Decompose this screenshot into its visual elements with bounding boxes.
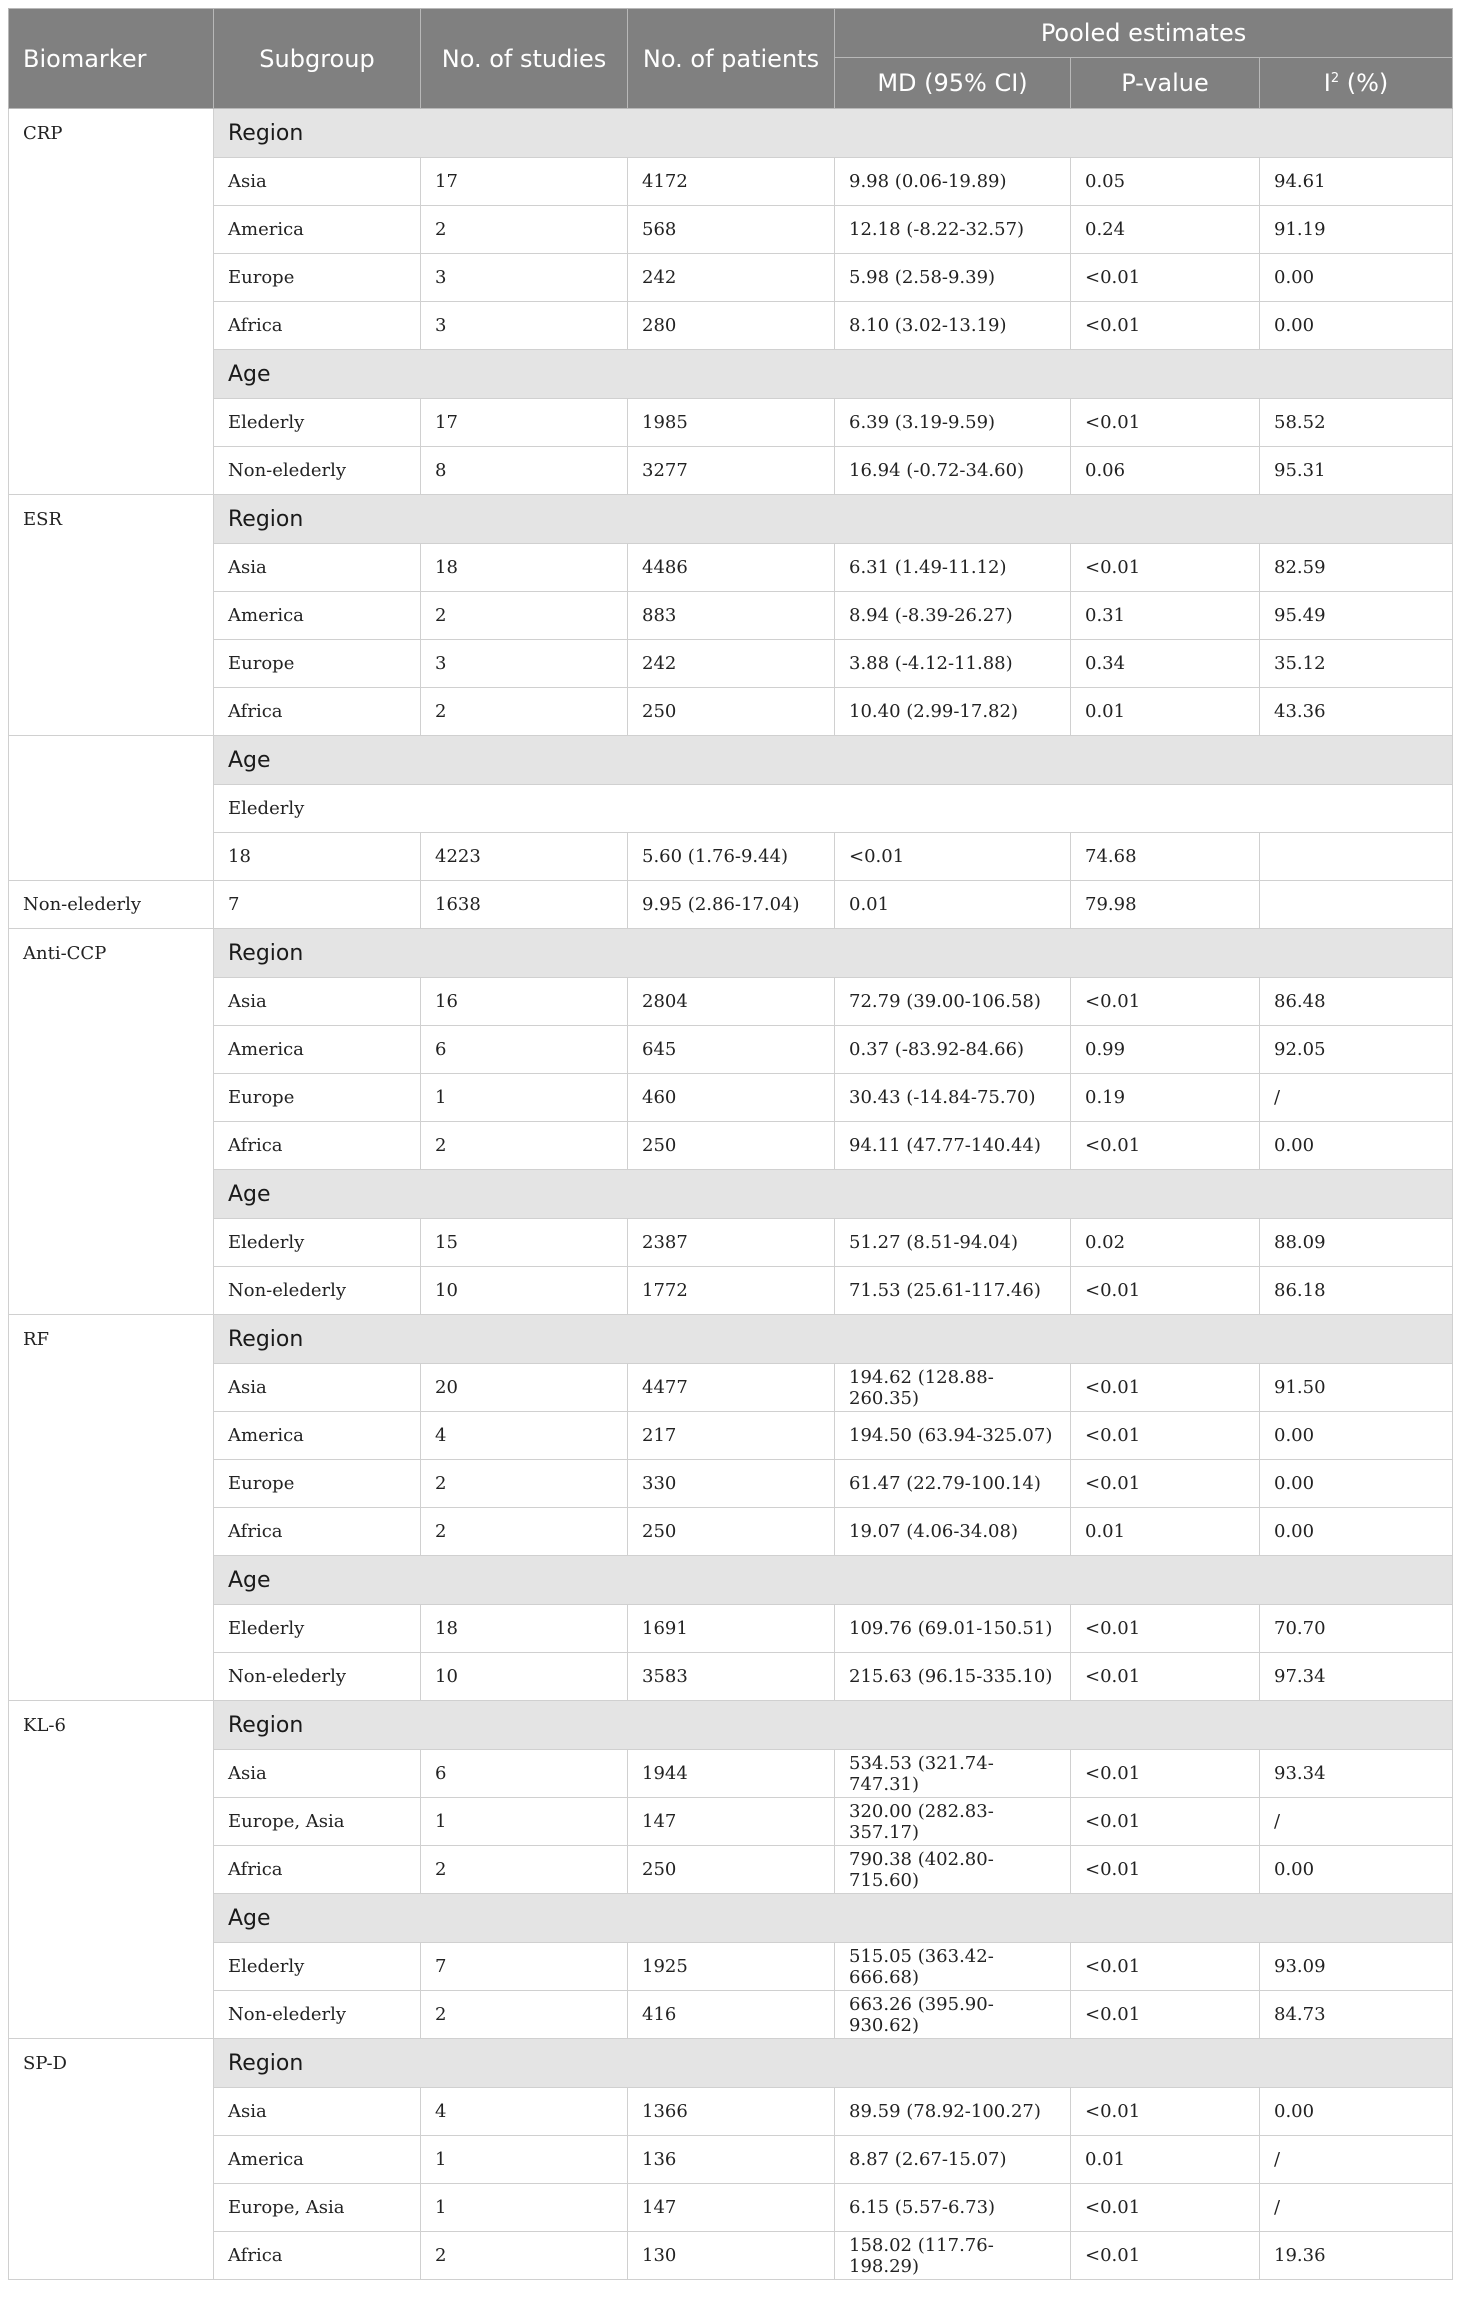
- cell: 72.79 (39.00-106.58): [835, 978, 1071, 1026]
- cell: 35.12: [1260, 640, 1453, 688]
- section-heading: Region: [214, 1701, 1453, 1750]
- cell: 86.48: [1260, 978, 1453, 1026]
- table-row: [9, 785, 1453, 833]
- subgroup-cell: Elederly: [214, 1219, 421, 1267]
- cell: 18: [421, 544, 628, 592]
- subgroup-cell: Europe: [214, 1074, 421, 1122]
- cell: 130: [628, 2232, 835, 2280]
- table-row: [9, 1556, 1453, 1605]
- section-heading: Region: [214, 1315, 1453, 1364]
- table-row: [9, 833, 1453, 881]
- section-heading: Region: [214, 2039, 1453, 2088]
- cell: 86.18: [1260, 1267, 1453, 1315]
- cell: <0.01: [1071, 1798, 1260, 1846]
- cell: 3583: [628, 1653, 835, 1701]
- cell: 0.00: [1260, 2088, 1453, 2136]
- cell: /: [1260, 1074, 1453, 1122]
- cell: 4477: [628, 1364, 835, 1412]
- cell: 3: [421, 302, 628, 350]
- cell: 6.15 (5.57-6.73): [835, 2184, 1071, 2232]
- cell: 95.31: [1260, 447, 1453, 495]
- cell: 0.02: [1071, 1219, 1260, 1267]
- cell: 280: [628, 302, 835, 350]
- subgroup-cell: Asia: [214, 1750, 421, 1798]
- cell: 16: [421, 978, 628, 1026]
- biomarker-cell: Anti-CCP: [9, 929, 214, 1315]
- table-row: [9, 544, 1453, 592]
- cell: 3.88 (-4.12-11.88): [835, 640, 1071, 688]
- subgroup-cell: America: [214, 1026, 421, 1074]
- cell: 242: [628, 640, 835, 688]
- cell: /: [1260, 2184, 1453, 2232]
- table-row: [9, 1074, 1453, 1122]
- subgroup-cell: Europe: [214, 640, 421, 688]
- table-row: [9, 1364, 1453, 1412]
- cell: 0.31: [1071, 592, 1260, 640]
- header-md: MD (95% CI): [835, 58, 1071, 109]
- cell: 2: [421, 206, 628, 254]
- table-row: [9, 2039, 1453, 2088]
- cell: 16.94 (-0.72-34.60): [835, 447, 1071, 495]
- cell: <0.01: [1071, 1460, 1260, 1508]
- table-body-b: [9, 929, 1453, 2280]
- table-row: [9, 1219, 1453, 1267]
- cell: 91.50: [1260, 1364, 1453, 1412]
- cell: 0.24: [1071, 206, 1260, 254]
- table-row: [9, 1653, 1453, 1701]
- cell: 88.09: [1260, 1219, 1453, 1267]
- header-patients: No. of patients: [628, 9, 835, 109]
- cell: 0.34: [1071, 640, 1260, 688]
- cell: 4: [421, 2088, 628, 2136]
- cell: 3: [421, 640, 628, 688]
- cell: <0.01: [1071, 1122, 1260, 1170]
- cell: 1772: [628, 1267, 835, 1315]
- subgroup-cell: Asia: [214, 2088, 421, 2136]
- cell: 94.61: [1260, 158, 1453, 206]
- cell: <0.01: [1071, 1412, 1260, 1460]
- table-row: [9, 1701, 1453, 1750]
- cell: 0.06: [1071, 447, 1260, 495]
- cell: <0.01: [1071, 1943, 1260, 1991]
- header-biomarker: Biomarker: [9, 9, 214, 109]
- cell: 12.18 (-8.22-32.57): [835, 206, 1071, 254]
- cell: /: [1260, 1798, 1453, 1846]
- cell: <0.01: [1071, 544, 1260, 592]
- subgroup-cell: Asia: [214, 544, 421, 592]
- cell: 95.49: [1260, 592, 1453, 640]
- cell: 43.36: [1260, 688, 1453, 736]
- cell: <0.01: [1071, 1991, 1260, 2039]
- subgroup-cell: Europe: [214, 1460, 421, 1508]
- cell: 79.98: [1071, 881, 1260, 929]
- cell: 7: [214, 881, 421, 929]
- table-row: [9, 109, 1453, 158]
- cell: 8.94 (-8.39-26.27): [835, 592, 1071, 640]
- cell: 97.34: [1260, 1653, 1453, 1701]
- cell: 663.26 (395.90-930.62): [835, 1991, 1071, 2039]
- cell: 17: [421, 158, 628, 206]
- cell: 4: [421, 1412, 628, 1460]
- cell: 0.99: [1071, 1026, 1260, 1074]
- table-row: [9, 929, 1453, 978]
- subgroup-cell: Africa: [214, 1508, 421, 1556]
- table-row: [9, 1315, 1453, 1364]
- cell: <0.01: [1071, 302, 1260, 350]
- section-heading: Age: [214, 1170, 1453, 1219]
- cell: <0.01: [1071, 2088, 1260, 2136]
- table-row: [9, 688, 1453, 736]
- cell: 3277: [628, 447, 835, 495]
- subgroup-cell: Asia: [214, 158, 421, 206]
- section-heading: Region: [214, 109, 1453, 158]
- cell: 18: [421, 1605, 628, 1653]
- cell: 8.87 (2.67-15.07): [835, 2136, 1071, 2184]
- cell: 30.43 (-14.84-75.70): [835, 1074, 1071, 1122]
- cell: [1260, 881, 1453, 929]
- subgroup-cell: Africa: [214, 1122, 421, 1170]
- cell: 1: [421, 2184, 628, 2232]
- header-pvalue: P-value: [1071, 58, 1260, 109]
- table-row: [9, 350, 1453, 399]
- cell: 19.07 (4.06-34.08): [835, 1508, 1071, 1556]
- cell: 93.34: [1260, 1750, 1453, 1798]
- cell: 0.00: [1260, 1122, 1453, 1170]
- cell: 147: [628, 1798, 835, 1846]
- table-row: [9, 302, 1453, 350]
- cell: 215.63 (96.15-335.10): [835, 1653, 1071, 1701]
- cell: 4172: [628, 158, 835, 206]
- cell: 61.47 (22.79-100.14): [835, 1460, 1071, 1508]
- cell: 1: [421, 2136, 628, 2184]
- table-row: [9, 2136, 1453, 2184]
- cell: 19.36: [1260, 2232, 1453, 2280]
- subgroup-cell: Non-elederly: [214, 1267, 421, 1315]
- cell: 416: [628, 1991, 835, 2039]
- subgroup-cell: Elederly: [214, 785, 1453, 833]
- cell: 645: [628, 1026, 835, 1074]
- cell: 10: [421, 1267, 628, 1315]
- subgroup-cell: Non-elederly: [214, 1653, 421, 1701]
- cell: 0.37 (-83.92-84.66): [835, 1026, 1071, 1074]
- subgroup-cell: Africa: [214, 688, 421, 736]
- cell: 0.01: [1071, 2136, 1260, 2184]
- cell: 2387: [628, 1219, 835, 1267]
- cell: 9.98 (0.06-19.89): [835, 158, 1071, 206]
- cell: 2: [421, 688, 628, 736]
- cell: 6.31 (1.49-11.12): [835, 544, 1071, 592]
- cell: 1366: [628, 2088, 835, 2136]
- biomarker-cell: CRP: [9, 109, 214, 495]
- subgroup-cell: Europe, Asia: [214, 2184, 421, 2232]
- cell: 320.00 (282.83-357.17): [835, 1798, 1071, 1846]
- cell: 2: [421, 1991, 628, 2039]
- cell: 0.00: [1260, 1412, 1453, 1460]
- cell: 194.62 (128.88-260.35): [835, 1364, 1071, 1412]
- cell: 0.00: [1260, 1846, 1453, 1894]
- table-body-a: [9, 109, 1453, 736]
- cell: 74.68: [1071, 833, 1260, 881]
- cell: <0.01: [1071, 978, 1260, 1026]
- cell: 515.05 (363.42-666.68): [835, 1943, 1071, 1991]
- cell: 109.76 (69.01-150.51): [835, 1605, 1071, 1653]
- cell: 2: [421, 1460, 628, 1508]
- biomarker-cell: SP-D: [9, 2039, 214, 2280]
- table-row: [9, 1122, 1453, 1170]
- cell: 18: [214, 833, 421, 881]
- cell: 250: [628, 1846, 835, 1894]
- subgroup-cell: Non-elederly: [214, 1991, 421, 2039]
- table-row: [9, 1267, 1453, 1315]
- cell: 2: [421, 1846, 628, 1894]
- cell: 9.95 (2.86-17.04): [628, 881, 835, 929]
- cell: 1: [421, 1798, 628, 1846]
- table-row: [9, 447, 1453, 495]
- table-row: [9, 1894, 1453, 1943]
- cell: 217: [628, 1412, 835, 1460]
- cell: /: [1260, 2136, 1453, 2184]
- cell: <0.01: [1071, 1750, 1260, 1798]
- table-row: [9, 881, 1453, 929]
- table-row: [9, 254, 1453, 302]
- table-row: [9, 495, 1453, 544]
- cell: Non-elederly: [9, 881, 214, 929]
- table-row: [9, 1943, 1453, 1991]
- cell: 51.27 (8.51-94.04): [835, 1219, 1071, 1267]
- subgroup-cell: Africa: [214, 2232, 421, 2280]
- cell: 330: [628, 1460, 835, 1508]
- cell: 790.38 (402.80-715.60): [835, 1846, 1071, 1894]
- section-heading: Region: [214, 929, 1453, 978]
- cell: 136: [628, 2136, 835, 2184]
- cell: <0.01: [1071, 1846, 1260, 1894]
- cell: 883: [628, 592, 835, 640]
- cell: 15: [421, 1219, 628, 1267]
- section-heading: Age: [214, 1556, 1453, 1605]
- cell: 92.05: [1260, 1026, 1453, 1074]
- section-heading: Age: [214, 1894, 1453, 1943]
- table-row: [9, 1798, 1453, 1846]
- cell: 1925: [628, 1943, 835, 1991]
- table-row: [9, 399, 1453, 447]
- table-row: [9, 978, 1453, 1026]
- cell: 58.52: [1260, 399, 1453, 447]
- cell: 1691: [628, 1605, 835, 1653]
- section-heading: Age: [214, 736, 1453, 785]
- cell: <0.01: [1071, 1653, 1260, 1701]
- cell: 5.98 (2.58-9.39): [835, 254, 1071, 302]
- cell: <0.01: [1071, 1267, 1260, 1315]
- cell: 10.40 (2.99-17.82): [835, 688, 1071, 736]
- cell: <0.01: [1071, 254, 1260, 302]
- cell: <0.01: [1071, 1364, 1260, 1412]
- table-row: [9, 1026, 1453, 1074]
- table-row: [9, 1508, 1453, 1556]
- cell: 1: [421, 1074, 628, 1122]
- cell: 8.10 (3.02-13.19): [835, 302, 1071, 350]
- subgroup-cell: America: [214, 206, 421, 254]
- cell: <0.01: [835, 833, 1071, 881]
- cell: 0.00: [1260, 254, 1453, 302]
- cell: [1260, 833, 1453, 881]
- cell: 20: [421, 1364, 628, 1412]
- cell: 17: [421, 399, 628, 447]
- table-row: [9, 1750, 1453, 1798]
- cell: 10: [421, 1653, 628, 1701]
- cell: 0.00: [1260, 1460, 1453, 1508]
- cell: 91.19: [1260, 206, 1453, 254]
- cell: 0.01: [1071, 688, 1260, 736]
- cell: 6: [421, 1750, 628, 1798]
- table-row: [9, 640, 1453, 688]
- table-body-esr-age: [9, 736, 1453, 929]
- cell: 6.39 (3.19-9.59): [835, 399, 1071, 447]
- cell: 2804: [628, 978, 835, 1026]
- cell: 70.70: [1260, 1605, 1453, 1653]
- cell: 1638: [421, 881, 628, 929]
- table-row: [9, 158, 1453, 206]
- cell: 1944: [628, 1750, 835, 1798]
- subgroup-cell: Asia: [214, 978, 421, 1026]
- cell: 84.73: [1260, 1991, 1453, 2039]
- cell: 2: [421, 592, 628, 640]
- cell: 242: [628, 254, 835, 302]
- cell: <0.01: [1071, 399, 1260, 447]
- cell: 0.01: [835, 881, 1071, 929]
- section-heading: Age: [214, 350, 1453, 399]
- table-row: [9, 206, 1453, 254]
- table-row: [9, 2088, 1453, 2136]
- biomarker-cell: KL-6: [9, 1701, 214, 2039]
- cell: 460: [628, 1074, 835, 1122]
- cell: 4223: [421, 833, 628, 881]
- subgroup-cell: Elederly: [214, 1943, 421, 1991]
- table-row: [9, 1605, 1453, 1653]
- cell: 89.59 (78.92-100.27): [835, 2088, 1071, 2136]
- header-i2: $I^2$ (%): [1260, 58, 1453, 109]
- header-pooled-estimates: Pooled estimates: [835, 9, 1453, 58]
- cell: 0.00: [1260, 1508, 1453, 1556]
- cell: 71.53 (25.61-117.46): [835, 1267, 1071, 1315]
- header-subgroup: Subgroup: [214, 9, 421, 109]
- subgroup-cell: Europe: [214, 254, 421, 302]
- cell: 0.00: [1260, 302, 1453, 350]
- subgroup-cell: America: [214, 2136, 421, 2184]
- table-row: [9, 1991, 1453, 2039]
- header-studies: No. of studies: [421, 9, 628, 109]
- results-table-container: [8, 8, 1452, 2280]
- subgroup-cell: Elederly: [214, 1605, 421, 1653]
- cell: 147: [628, 2184, 835, 2232]
- cell: 6: [421, 1026, 628, 1074]
- subgroup-cell: Africa: [214, 302, 421, 350]
- cell: 250: [628, 1122, 835, 1170]
- subgroup-cell: Elederly: [214, 399, 421, 447]
- cell: 82.59: [1260, 544, 1453, 592]
- subgroup-cell: Non-elederly: [214, 447, 421, 495]
- cell: 7: [421, 1943, 628, 1991]
- table-row: [9, 592, 1453, 640]
- subgroup-analysis-table: [8, 8, 1453, 2280]
- cell: 250: [628, 688, 835, 736]
- cell: 194.50 (63.94-325.07): [835, 1412, 1071, 1460]
- cell: 534.53 (321.74-747.31): [835, 1750, 1071, 1798]
- cell: 158.02 (117.76-198.29): [835, 2232, 1071, 2280]
- table-row: [9, 736, 1453, 785]
- cell: <0.01: [1071, 2232, 1260, 2280]
- subgroup-cell: Africa: [214, 1846, 421, 1894]
- subgroup-cell: Europe, Asia: [214, 1798, 421, 1846]
- table-row: [9, 2184, 1453, 2232]
- cell: 4486: [628, 544, 835, 592]
- cell: 5.60 (1.76-9.44): [628, 833, 835, 881]
- cell: 94.11 (47.77-140.44): [835, 1122, 1071, 1170]
- biomarker-cell: RF: [9, 1315, 214, 1701]
- biomarker-cell-empty: [9, 736, 214, 881]
- cell: 568: [628, 206, 835, 254]
- cell: <0.01: [1071, 2184, 1260, 2232]
- table-row: [9, 1412, 1453, 1460]
- subgroup-cell: America: [214, 592, 421, 640]
- cell: 0.01: [1071, 1508, 1260, 1556]
- biomarker-cell: ESR: [9, 495, 214, 736]
- cell: 2: [421, 1508, 628, 1556]
- cell: 0.05: [1071, 158, 1260, 206]
- cell: 8: [421, 447, 628, 495]
- cell: 250: [628, 1508, 835, 1556]
- subgroup-cell: Asia: [214, 1364, 421, 1412]
- cell: 1985: [628, 399, 835, 447]
- cell: <0.01: [1071, 1605, 1260, 1653]
- cell: 2: [421, 1122, 628, 1170]
- cell: 3: [421, 254, 628, 302]
- cell: 0.19: [1071, 1074, 1260, 1122]
- cell: 2: [421, 2232, 628, 2280]
- section-heading: Region: [214, 495, 1453, 544]
- table-row: [9, 1460, 1453, 1508]
- table-row: [9, 1170, 1453, 1219]
- cell: 93.09: [1260, 1943, 1453, 1991]
- subgroup-cell: America: [214, 1412, 421, 1460]
- table-row: [9, 2232, 1453, 2280]
- table-row: [9, 1846, 1453, 1894]
